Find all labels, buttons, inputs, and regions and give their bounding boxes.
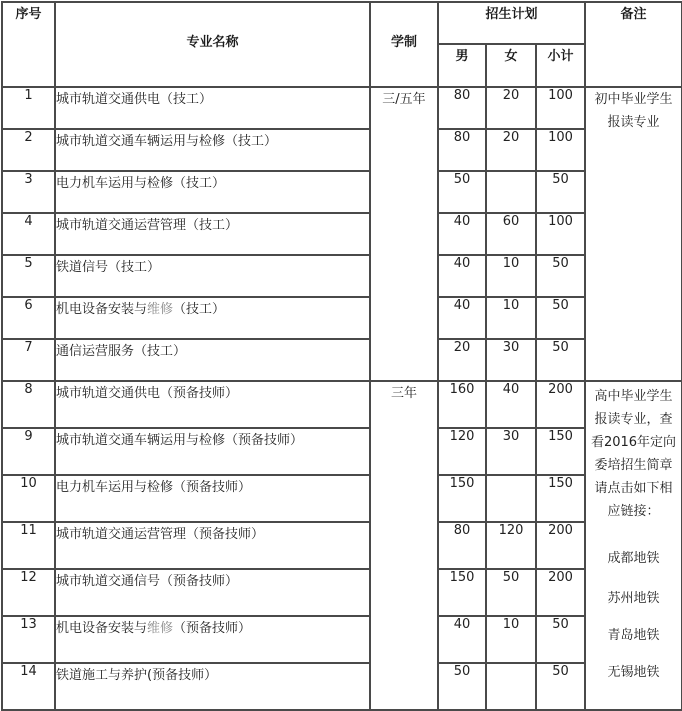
header-male: 男 (438, 44, 486, 87)
major-cell: 电力机车运用与检修（预备技师） (55, 475, 370, 522)
female-cell: 10 (486, 255, 536, 297)
subtotal-cell: 200 (536, 381, 585, 428)
table-row (2, 428, 682, 475)
remark-line: 请点击如下相 (594, 481, 673, 496)
subtotal-cell: 100 (536, 213, 585, 255)
female-cell: 30 (486, 428, 536, 475)
table-row (2, 339, 682, 381)
seq-cell: 1 (2, 87, 55, 129)
female-cell: 60 (486, 213, 536, 255)
subtotal-cell: 50 (536, 339, 585, 381)
major-cell: 城市轨道交通供电（技工） (55, 87, 370, 129)
female-cell: 10 (486, 297, 536, 339)
major-cell: 铁道信号（技工） (55, 255, 370, 297)
duration-label: 三/五年 (382, 92, 426, 107)
major-cell: 城市轨道交通运营管理（预备技师） (55, 522, 370, 569)
remark-line: 看2016年定向 (590, 435, 677, 450)
major-cell: 电力机车运用与检修（技工） (55, 171, 370, 213)
seq-cell: 10 (2, 475, 55, 522)
header-plan: 招生计划 (438, 2, 585, 44)
header-remark: 备注 (585, 2, 682, 87)
table-row (2, 381, 682, 428)
table-row (2, 663, 682, 710)
female-cell: 120 (486, 522, 536, 569)
major-name-part: 机电设备安装与 (56, 621, 148, 636)
subtotal-cell: 200 (536, 569, 585, 616)
subtotal-cell: 150 (536, 428, 585, 475)
major-cell: 城市轨道交通信号（预备技师） (55, 569, 370, 616)
female-cell: 20 (486, 129, 536, 171)
seq-cell: 8 (2, 381, 55, 428)
header-subtotal: 小计 (536, 44, 585, 87)
female-cell: 10 (486, 616, 536, 663)
seq-cell: 13 (2, 616, 55, 663)
duration-cell (370, 87, 438, 381)
link-suzhou-metro[interactable]: 苏州地铁 (607, 591, 660, 606)
female-cell: 30 (486, 339, 536, 381)
header-duration: 学制 (370, 2, 438, 87)
seq-cell: 5 (2, 255, 55, 297)
major-name-part: （技工） (173, 302, 226, 317)
male-cell: 40 (438, 616, 486, 663)
seq-cell: 7 (2, 339, 55, 381)
female-cell (486, 171, 536, 213)
major-cell: 通信运营服务（技工） (55, 339, 370, 381)
remark-cell (585, 87, 682, 381)
subtotal-cell: 200 (536, 522, 585, 569)
male-cell: 40 (438, 255, 486, 297)
female-cell (486, 663, 536, 710)
enrollment-plan-table (1, 1, 682, 711)
female-cell (486, 475, 536, 522)
seq-cell: 14 (2, 663, 55, 710)
male-cell: 150 (438, 569, 486, 616)
subtotal-cell: 50 (536, 616, 585, 663)
male-cell: 80 (438, 522, 486, 569)
female-cell: 40 (486, 381, 536, 428)
male-cell: 120 (438, 428, 486, 475)
remark-cell (585, 381, 682, 710)
male-cell: 50 (438, 171, 486, 213)
major-cell: 铁道施工与养护(预备技师） (55, 663, 370, 710)
table-row (2, 87, 682, 129)
subtotal-cell: 50 (536, 171, 585, 213)
seq-cell: 6 (2, 297, 55, 339)
major-cell: 城市轨道交通车辆运用与检修（预备技师） (55, 428, 370, 475)
major-name-highlight: 维修 (147, 621, 174, 636)
seq-cell: 11 (2, 522, 55, 569)
major-cell (55, 616, 370, 663)
major-cell: 城市轨道交通车辆运用与检修（技工） (55, 129, 370, 171)
seq-cell: 3 (2, 171, 55, 213)
link-wuxi-metro[interactable]: 无锡地铁 (607, 665, 660, 680)
male-cell: 40 (438, 213, 486, 255)
subtotal-cell: 150 (536, 475, 585, 522)
table-row (2, 129, 682, 171)
subtotal-cell: 50 (536, 255, 585, 297)
major-name-part: 机电设备安装与 (56, 302, 148, 317)
duration-cell (370, 381, 438, 710)
female-cell: 20 (486, 87, 536, 129)
remark-line: 委培招生简章 (594, 458, 673, 473)
major-name-part: （预备技师） (173, 621, 252, 636)
table-row (2, 522, 682, 569)
subtotal-cell: 100 (536, 129, 585, 171)
male-cell: 150 (438, 475, 486, 522)
remark-line: 报读专业 (607, 115, 660, 130)
major-name-highlight: 维修 (147, 302, 174, 317)
male-cell: 20 (438, 339, 486, 381)
major-cell: 城市轨道交通供电（预备技师） (55, 381, 370, 428)
link-qingdao-metro[interactable]: 青岛地铁 (607, 628, 660, 643)
remark-line: 报读专业，查 (594, 412, 673, 427)
seq-cell: 2 (2, 129, 55, 171)
female-cell: 50 (486, 569, 536, 616)
duration-label: 三年 (390, 386, 417, 401)
header-female: 女 (486, 44, 536, 87)
table-row (2, 616, 682, 663)
remark-line: 初中毕业学生 (594, 92, 673, 107)
major-cell (55, 297, 370, 339)
seq-cell: 12 (2, 569, 55, 616)
male-cell: 80 (438, 87, 486, 129)
seq-cell: 9 (2, 428, 55, 475)
subtotal-cell: 100 (536, 87, 585, 129)
table-row (2, 213, 682, 255)
major-cell: 城市轨道交通运营管理（技工） (55, 213, 370, 255)
header-major: 专业名称 (55, 2, 370, 87)
header-seq: 序号 (2, 2, 55, 87)
remark-line: 应链接： (607, 504, 660, 519)
subtotal-cell: 50 (536, 663, 585, 710)
link-chengdu-metro[interactable]: 成都地铁 (607, 551, 660, 566)
male-cell: 50 (438, 663, 486, 710)
male-cell: 40 (438, 297, 486, 339)
table-row (2, 297, 682, 339)
seq-cell: 4 (2, 213, 55, 255)
table-row (2, 255, 682, 297)
table-row (2, 171, 682, 213)
remark-line: 高中毕业学生 (594, 389, 673, 404)
table-row (2, 475, 682, 522)
male-cell: 160 (438, 381, 486, 428)
male-cell: 80 (438, 129, 486, 171)
table-row (2, 569, 682, 616)
subtotal-cell: 50 (536, 297, 585, 339)
